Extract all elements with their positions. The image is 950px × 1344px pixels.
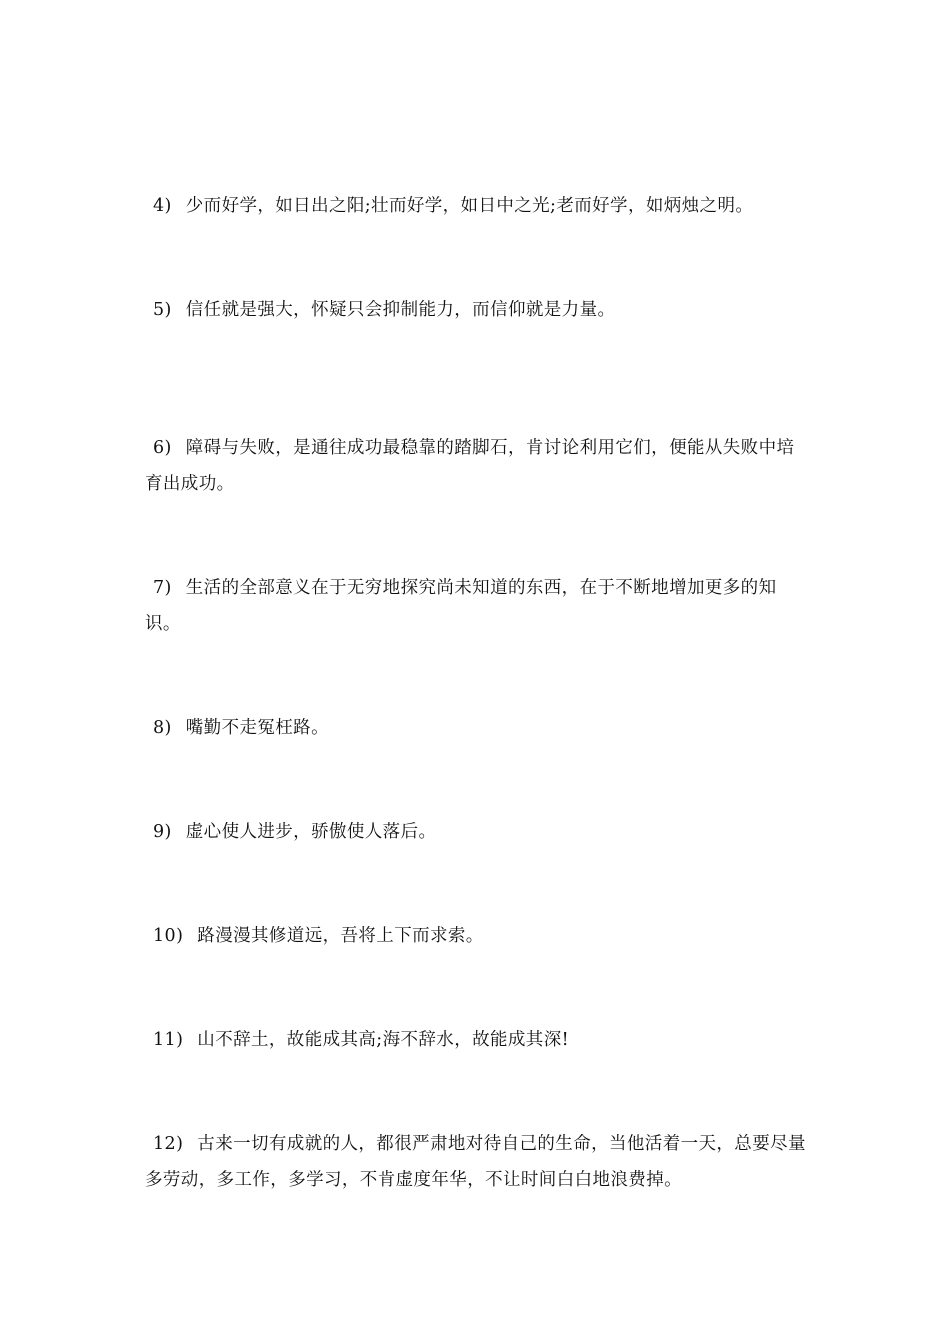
paragraph-8 <box>145 710 810 746</box>
paragraph-text: 虚心使人进步，骄傲使人落后。 <box>185 822 437 842</box>
paragraph-text: 古来一切有成就的人，都很严肃地对待自己的生命，当他活着一天，总要尽量多劳动，多工作，多学习，不肯虚度年华，不让时间白白地浪费掉。 <box>145 1134 806 1190</box>
paragraph-10 <box>145 918 810 954</box>
paragraph-9 <box>145 814 810 850</box>
paragraph-number: 12) <box>153 1134 184 1154</box>
paragraph-number: 7) <box>153 578 172 598</box>
paragraph-text: 生活的全部意义在于无穷地探究尚未知道的东西，在于不断地增加更多的知识。 <box>145 578 777 634</box>
paragraph-text: 信任就是强大，怀疑只会抑制能力，而信仰就是力量。 <box>185 300 616 320</box>
paragraph-text: 路漫漫其修道远，吾将上下而求索。 <box>197 926 484 946</box>
paragraph-text: 嘴勤不走冤枉路。 <box>185 718 329 738</box>
paragraph-number: 5) <box>153 300 172 320</box>
paragraph-number: 9) <box>153 822 172 842</box>
paragraph-12 <box>145 1126 810 1198</box>
paragraph-number: 8) <box>153 718 172 738</box>
paragraph-number: 4) <box>153 196 172 216</box>
paragraph-number: 11) <box>153 1030 184 1050</box>
paragraph-6 <box>145 430 810 502</box>
paragraph-text: 山不辞土，故能成其高;海不辞水，故能成其深! <box>197 1030 570 1050</box>
paragraph-number: 6) <box>153 438 172 458</box>
paragraph-11 <box>145 1022 810 1058</box>
paragraph-text: 少而好学，如日出之阳;壮而好学，如日中之光;老而好学，如炳烛之明。 <box>185 196 754 216</box>
paragraph-text: 障碍与失败，是通往成功最稳靠的踏脚石，肯讨论利用它们，便能从失败中培育出成功。 <box>145 438 795 494</box>
paragraph-number: 10) <box>153 926 184 946</box>
paragraph-5 <box>145 292 810 328</box>
paragraph-4 <box>145 188 810 224</box>
paragraph-7 <box>145 570 810 642</box>
